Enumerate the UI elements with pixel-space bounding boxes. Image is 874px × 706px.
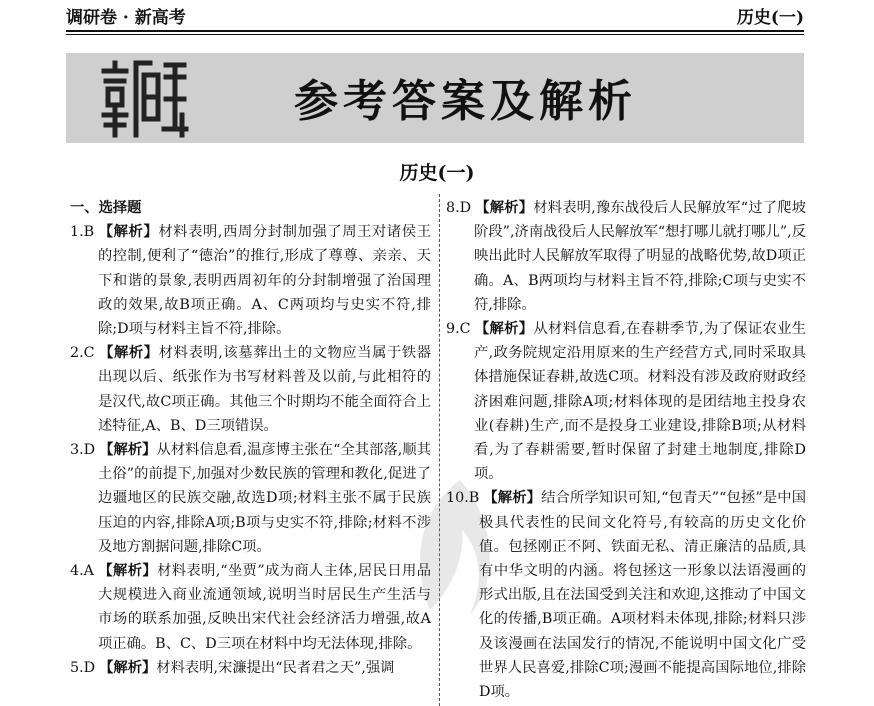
answer-item: 9.C 【解析】从材料信息看,在春耕季节,为了保证农业生产,政务院规定沿用原来的生产经营方式,同时采取具体措施保证春耕,故选C项。材料没有涉及政府财政经济困难问题,排除A项;材料体现的是团结地主投身农业(春耕)生产,而不是投身工业建设,排除B项;从材料看,为了春耕需要,暂时保留了封建土地制度,排除D项。 [446,321,806,483]
answers-right-column [446,196,806,704]
column-divider [439,194,440,706]
answer-item: 8.D 【解析】材料表明,豫东战役后人民解放军“过了爬坡阶段”,济南战役后人民解放军“想打哪儿就打哪儿”,反映出此时人民解放军取得了明显的战略优势,故D项正确。A、B两项均与材料主旨不符,排除;C项与史实不符,排除。 [446,200,806,313]
banner-title: 参考答案及解析 [294,76,637,127]
answers-left-column [70,196,431,680]
section-heading: 一、选择题 [70,200,142,216]
answer-item: 1.B 【解析】材料表明,西周分封制加强了周王对诸侯王的控制,便利了“德治”的推行,形成了尊尊、亲亲、天下和谐的景象,表明西周初年的分封制增强了治国理政的效果,故B项正确。A、C两项均与史实不符,排除;D项与材料主旨不符,排除。 [70,224,432,337]
answer-item: 3.D 【解析】从材料信息看,温彦博主张在“全其部落,顺其土俗”的前提下,加强对少数民族的管理和教化,促进了边疆地区的民族交融,故选D项;材料主张不属于民族压迫的内容,排除A项;B项与史实不符,排除;材料不涉及地方割据问题,排除C项。 [70,442,432,555]
answer-item: 2.C 【解析】材料表明,该墓葬出土的文物应当属于铁器出现以后、纸张作为书写材料普及以前,与此相符的是汉代,故C项正确。其他三个时期均不能全面符合上述特征,A、B、D三项错误。 [70,345,432,434]
seal-logo-icon [96,59,190,139]
header-rule [66,30,804,32]
header-left: 调研卷 · 新高考 [66,8,186,28]
answer-item: 4.A 【解析】材料表明,“坐贾”成为商人主体,居民日用品大规模进入商业流通领域,说明当时居民生产生活与市场的联系加强,反映出宋代社会经济活力增强,故A项正确。B、C、D三项在材料中均无法体现,排除。 [70,563,432,652]
answer-item: 5.D 【解析】材料表明,宋濂提出“民者君之天”,强调 [70,659,395,676]
subject-title: 历史(一) [399,162,475,184]
title-banner [66,53,804,143]
answer-item: 10.B 【解析】结合所学知识可知,“包青天”“包拯”是中国极具代表性的民间文化符号,有较高的历史文化价值。包拯刚正不阿、铁面无私、清正廉洁的品质,具有中华文明的内涵。将包拯这一形象以法语漫画的形式出版,且在法国受到关注和欢迎,这推动了中国文化的传播,B项正确。A项材料未体现,排除;材料只涉及该漫画在法国发行的情况,不能说明中国文化广受世界人民喜爱,排除C项;漫画不能提高国际地位,排除D项。 [446,490,807,701]
header-right: 历史(一) [736,8,804,28]
header-rule-thin [66,34,804,35]
